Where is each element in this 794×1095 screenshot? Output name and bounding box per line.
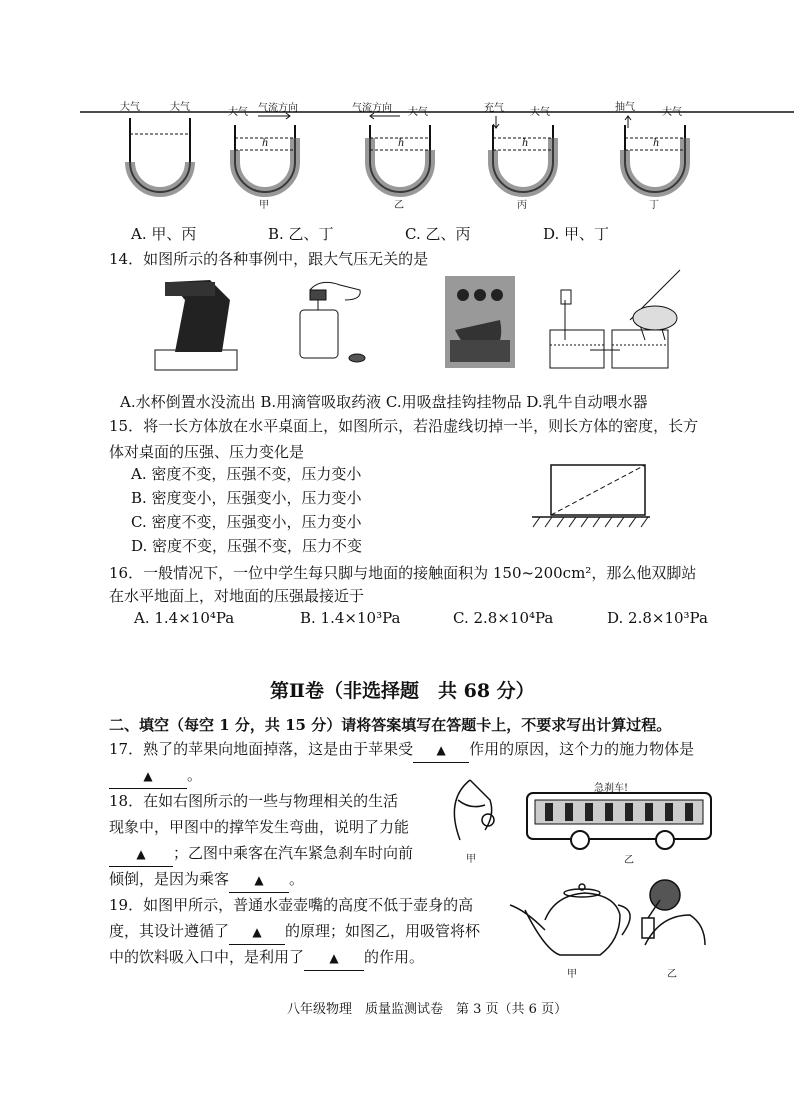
section-title: 第Ⅱ卷（非选择题 共 68 分） xyxy=(270,680,535,702)
h-label-1: h xyxy=(262,138,269,149)
label-atmosphere-5: 大气 xyxy=(530,107,550,118)
q18-fig-label-jia: 甲 xyxy=(466,854,476,865)
q15-option-a: A. 密度不变，压强不变，压力变小 xyxy=(131,465,362,483)
q14-question: 14．如图所示的各种事例中，跟大气压无关的是 xyxy=(109,250,429,268)
q19-text-c: 中的饮料吸入口中，是利用了 xyxy=(109,948,305,966)
q19-line-2 xyxy=(109,919,480,945)
q16-question-line-1: 16．一般情况下，一位中学生每只脚与地面的接触面积为 150~200cm²，那么他双脚站 xyxy=(109,564,697,582)
q13-option-a: A. 甲、丙 xyxy=(131,225,197,243)
q16-question-line-2: 在水平地面上，对地面的压强最接近于 xyxy=(109,587,365,605)
page-footer: 八年级物理 质量监测试卷 第 3 页（共 6 页） xyxy=(287,1002,568,1017)
straw-drinker-picture xyxy=(642,880,705,945)
q18-text-d: 。 xyxy=(289,870,305,888)
h-label-2: h xyxy=(398,138,405,149)
q17-blank-1: ▲ xyxy=(413,738,469,763)
label-atmosphere-6: 大气 xyxy=(662,107,682,118)
q19-fig-label-jia: 甲 xyxy=(567,969,577,980)
label-atmosphere-4: 大气 xyxy=(408,107,428,118)
q15-option-d: D. 密度不变，压强不变，压力不变 xyxy=(131,537,363,555)
label-pump-out: 抽气 xyxy=(615,102,635,113)
tube-label-ding: 丁 xyxy=(649,200,659,211)
q19-text-a: 度，其设计遵循了 xyxy=(109,922,230,940)
q17-text-a: 17．熟了的苹果向地面掉落，这是由于苹果受 xyxy=(109,740,414,758)
pole-vault-picture xyxy=(454,780,494,840)
tube-label-bing: 丙 xyxy=(517,200,527,211)
q15-option-b: B. 密度变小，压强变小，压力变小 xyxy=(131,489,362,507)
q15-option-c: C. 密度不变，压强变小，压力变小 xyxy=(131,513,362,531)
q19-text-b: 的原理；如图乙，用吸管将杯 xyxy=(285,922,481,940)
q19-line-3 xyxy=(109,945,424,971)
q18-blank-2: ▲ xyxy=(229,868,289,893)
q16-option-c: C. 2.8×10⁴Pa xyxy=(453,609,554,627)
q19-fig-label-yi: 乙 xyxy=(667,969,677,980)
q13-option-d: D. 甲、丁 xyxy=(543,225,610,243)
h-label-3: h xyxy=(522,138,529,149)
q18-line-2: 现象中，甲图中的撑竿发生弯曲，说明了力能 xyxy=(109,818,410,836)
label-atmosphere-1: 大气 xyxy=(120,102,140,113)
tube-label-yi: 乙 xyxy=(394,200,404,211)
q18-text-b: ；乙图中乘客在汽车紧急刹车时向前 xyxy=(173,844,414,862)
q17-blank-2: ▲ xyxy=(109,764,187,789)
q18-fig-label-yi: 乙 xyxy=(624,855,634,866)
q15-question-line-2: 体对桌面的压强、压力变化是 xyxy=(109,443,305,461)
section-instruction: 二、填空（每空 1 分，共 15 分）请将答案填写在答题卡上，不要求写出计算过程。 xyxy=(109,716,672,734)
q18-line-1: 18．在如右图所示的一些与物理相关的生活 xyxy=(109,792,399,810)
q18-text-c: 倾倒，是因为乘客 xyxy=(109,870,230,888)
q16-option-a: A. 1.4×10⁴Pa xyxy=(134,609,235,627)
teapot-picture xyxy=(510,884,630,955)
q19-line-1: 19．如图甲所示，普通水壶壶嘴的高度不低于壶身的高 xyxy=(109,896,474,914)
q19-text-d: 的作用。 xyxy=(364,948,425,966)
label-inflate: 充气 xyxy=(484,103,504,114)
q17-text-c: 。 xyxy=(187,766,203,784)
label-atmosphere-3: 大气 xyxy=(228,107,248,118)
q15-question-line-1: 15．将一长方体放在水平桌面上，如图所示，若沿虚线切掉一半，则长方体的密度，长方 xyxy=(109,417,699,435)
q17-text-b: 作用的原因，这个力的施力物体是 xyxy=(469,740,695,758)
label-airflow-2: 气流方向 xyxy=(352,103,392,114)
h-label-4: h xyxy=(653,138,660,149)
bus-picture xyxy=(527,793,711,849)
q14-options: A.水杯倒置水没流出 B.用滴管吸取药液 C.用吸盘挂钩挂物品 D.乳牛自动喂水器 xyxy=(120,393,648,411)
q19-blank-1: ▲ xyxy=(229,920,285,945)
label-airflow-1: 气流方向 xyxy=(258,103,298,114)
q13-option-b: B. 乙、丁 xyxy=(268,225,334,243)
q16-option-b: B. 1.4×10³Pa xyxy=(300,609,401,627)
label-atmosphere-2: 大气 xyxy=(170,102,190,113)
q16-option-d: D. 2.8×10³Pa xyxy=(607,609,708,627)
bus-caption: 急刹车! xyxy=(594,783,629,794)
q19-blank-2: ▲ xyxy=(304,946,364,971)
tube-label-jia: 甲 xyxy=(259,200,269,211)
q18-blank-1: ▲ xyxy=(109,842,173,867)
q13-option-c: C. 乙、丙 xyxy=(405,225,471,243)
